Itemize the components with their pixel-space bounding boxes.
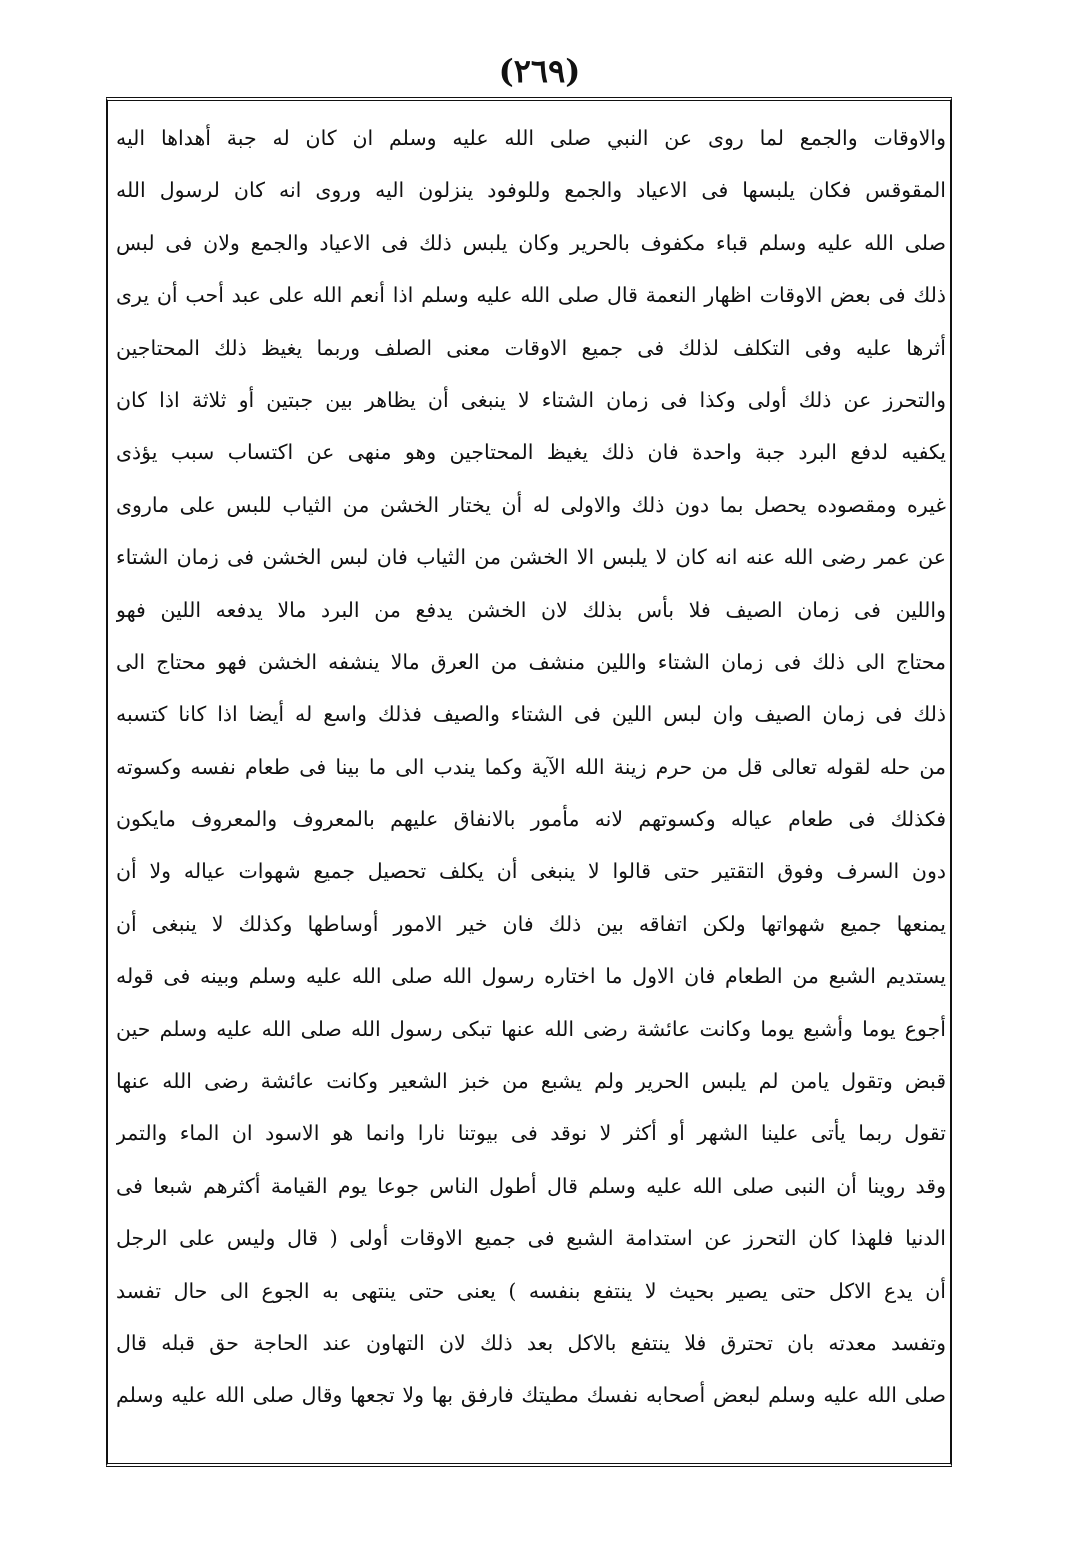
text-line: أن يدع الاكل حتى يصير بحيث لا ينتفع بنفسه ) يعنى حتى ينتهى به الجوع الى حال تفسد <box>116 1278 946 1303</box>
text-line: وتفسد معدته بان تحترق فلا ينتفع بالاكل بعد ذلك لان التهاون عند الحاجة حق قبله قال <box>116 1330 946 1355</box>
text-line: فكذلك فى طعام عياله وكسوتهم لانه مأمور بالانفاق عليهم بالمعروف والمعروف مايكون <box>116 807 946 832</box>
text-line: الدنيا فلهذا كان التحرز عن استدامة الشبع فى جميع الاوقات أولى ( قال وليس على الرجل <box>116 1226 946 1251</box>
text-line: وقد روينا أن النبى صلى الله عليه وسلم قال أطول الناس جوعا يوم القيامة أكثرهم شبعا فى <box>116 1173 946 1198</box>
text-line: واللين فى زمان الصيف فلا بأس بذلك لان الخشن يدفع من البرد مالا يدفعه اللين فهو <box>116 597 946 622</box>
text-line: تقول ربما يأتى علينا الشهر أو أكثر لا نوقد فى بيوتنا نارا وانما هو الاسود ان الماء والتمر <box>116 1121 946 1146</box>
text-line: يستديم الشبع من الطعام فان الاول ما اختاره رسول الله صلى الله عليه وسلم وبينه فى قوله <box>116 964 946 989</box>
text-line: دون السرف وفوق التقتير حتى قالوا لا ينبغى أن يكلف تحصيل جميع شهوات عياله ولا أن <box>116 859 946 884</box>
text-line: ذلك فى بعض الاوقات اظهار النعمة قال صلى الله عليه وسلم اذا أنعم الله على عبد أحب أن يرى <box>116 283 946 308</box>
text-line: المقوقس فكان يلبسها فى الاعياد والجمع وللوفود ينزلون اليه وروى انه كان لرسول الله <box>116 178 946 203</box>
text-line: أثرها عليه وفى التكلف لذلك فى جميع الاوقات معنى الصلف وربما يغيظ ذلك المحتاجين <box>116 335 946 360</box>
text-line: غيره ومقصوده يحصل بما دون ذلك والاولى له أن يختار الخشن من الثياب للبس على ماروى <box>116 492 946 517</box>
text-line: عن عمر رضى الله عنه انه كان لا يلبس الا الخشن من الثياب فان لبس الخشن فى زمان الشتاء <box>116 545 946 570</box>
text-line: أجوع يوما وأشبع يوما وكانت عائشة رضى الله عنها تبكى رسول الله صلى الله عليه وسلم حين <box>116 1016 946 1041</box>
text-line: والاوقات والجمع لما روى عن النبي صلى الله عليه وسلم ان كان له جبة أهداها اليه <box>116 126 946 150</box>
text-line: محتاج الى ذلك فى زمان الشتاء واللين منشف من العرق مالا ينشفه الخشن فهو محتاج الى <box>116 649 946 674</box>
text-line: من حله لقوله تعالى قل من حرم زينة الله الآية وكما يندب الى ما بينا فى طعام نفسه وكسوته <box>116 754 946 779</box>
text-line: صلى الله عليه وسلم قباء مكفوف بالحرير وكان يلبس ذلك فى الاعياد والجمع ولان فى لبس <box>116 230 946 255</box>
text-line: صلى الله عليه وسلم لبعض أصحابه نفسك مطيتك فارفق بها ولا تجعها وقال صلى الله عليه وسلم <box>116 1383 946 1408</box>
text-line: ذلك فى زمان الصيف وان لبس اللين فى الشتاء والصيف فذلك واسع له أيضا اذا كانا كتسبه <box>116 702 946 727</box>
text-line: يمنعها جميع شهواتها ولكن اتفاقه بين ذلك فان خير الامور أوساطها وكذلك لا ينبغى أن <box>116 911 946 936</box>
text-body <box>116 112 946 1422</box>
text-line: والتحرز عن ذلك أولى وكذا فى زمان الشتاء لا ينبغى أن يظاهر بين جبتين أو ثلاثة اذا كان <box>116 387 946 412</box>
page-number: (٢٦٩) <box>498 52 581 90</box>
text-line: يكفيه لدفع البرد جبة واحدة فان ذلك يغيظ المحتاجين وهو منهى عن اكتساب سبب يؤذى <box>116 440 946 465</box>
text-line: قبض وتقول يامن لم يلبس الحرير ولم يشبع من خبز الشعير وكانت عائشة رضى الله عنها <box>116 1069 946 1094</box>
